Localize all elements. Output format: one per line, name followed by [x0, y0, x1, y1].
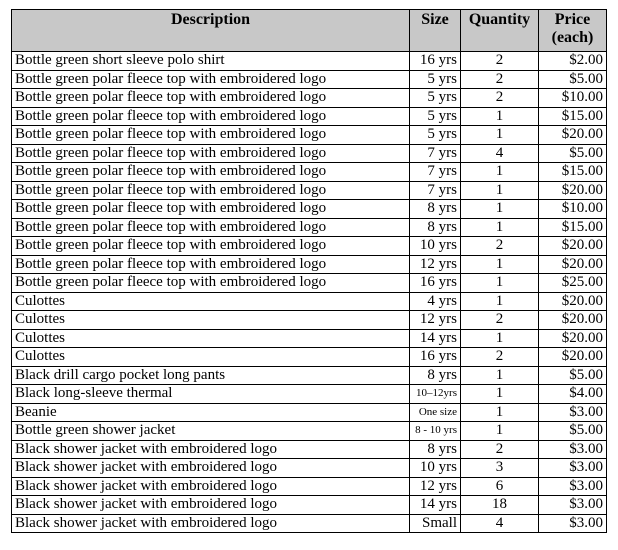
- table-body: [12, 52, 607, 533]
- cell-price: $2.00: [539, 52, 607, 71]
- cell-quantity: 2: [461, 237, 539, 256]
- table-row: [12, 144, 607, 163]
- cell-quantity: 2: [461, 89, 539, 108]
- cell-description: Bottle green polar fleece top with embroidered logo: [12, 107, 410, 126]
- table-row: [12, 459, 607, 478]
- cell-size: 8 yrs: [410, 218, 461, 237]
- cell-quantity: 1: [461, 385, 539, 404]
- cell-size: 7 yrs: [410, 163, 461, 182]
- table-row: [12, 311, 607, 330]
- cell-quantity: 1: [461, 292, 539, 311]
- cell-quantity: 1: [461, 255, 539, 274]
- table-row: [12, 440, 607, 459]
- table-row: [12, 274, 607, 293]
- cell-quantity: 2: [461, 348, 539, 367]
- cell-quantity: 4: [461, 144, 539, 163]
- cell-size: 16 yrs: [410, 52, 461, 71]
- cell-price: $20.00: [539, 348, 607, 367]
- cell-size: 16 yrs: [410, 274, 461, 293]
- cell-description: Bottle green polar fleece top with embroidered logo: [12, 255, 410, 274]
- cell-size: 14 yrs: [410, 496, 461, 515]
- cell-price: $4.00: [539, 385, 607, 404]
- cell-description: Black long-sleeve thermal: [12, 385, 410, 404]
- cell-description: Culottes: [12, 292, 410, 311]
- cell-price: $3.00: [539, 496, 607, 515]
- cell-size: Small: [410, 514, 461, 533]
- cell-quantity: 2: [461, 70, 539, 89]
- cell-size: 12 yrs: [410, 311, 461, 330]
- cell-price: $5.00: [539, 422, 607, 441]
- cell-quantity: 1: [461, 107, 539, 126]
- cell-quantity: 2: [461, 440, 539, 459]
- cell-price: $20.00: [539, 329, 607, 348]
- cell-quantity: 1: [461, 163, 539, 182]
- header-quantity: Quantity: [461, 10, 539, 52]
- table-row: [12, 126, 607, 145]
- cell-description: Culottes: [12, 329, 410, 348]
- cell-description: Bottle green polar fleece top with embroidered logo: [12, 274, 410, 293]
- cell-price: $20.00: [539, 126, 607, 145]
- cell-price: $3.00: [539, 440, 607, 459]
- price-list-table: [11, 9, 607, 533]
- cell-price: $20.00: [539, 255, 607, 274]
- cell-size: 10–12yrs: [410, 385, 461, 404]
- cell-description: Black shower jacket with embroidered logo: [12, 496, 410, 515]
- table-row: [12, 348, 607, 367]
- cell-size: 8 yrs: [410, 366, 461, 385]
- cell-quantity: 1: [461, 366, 539, 385]
- table-row: [12, 163, 607, 182]
- cell-size: 10 yrs: [410, 237, 461, 256]
- cell-description: Culottes: [12, 348, 410, 367]
- table-row: [12, 496, 607, 515]
- table-row: [12, 89, 607, 108]
- cell-price: $20.00: [539, 181, 607, 200]
- cell-size: One size: [410, 403, 461, 422]
- cell-description: Black drill cargo pocket long pants: [12, 366, 410, 385]
- cell-size: 12 yrs: [410, 255, 461, 274]
- table-header: [12, 10, 607, 52]
- cell-quantity: 1: [461, 218, 539, 237]
- cell-price: $3.00: [539, 477, 607, 496]
- table-row: [12, 181, 607, 200]
- cell-description: Bottle green polar fleece top with embroidered logo: [12, 200, 410, 219]
- cell-price: $20.00: [539, 237, 607, 256]
- cell-quantity: 1: [461, 181, 539, 200]
- cell-quantity: 4: [461, 514, 539, 533]
- cell-price: $15.00: [539, 218, 607, 237]
- cell-price: $3.00: [539, 459, 607, 478]
- table-row: [12, 255, 607, 274]
- cell-description: Black shower jacket with embroidered logo: [12, 477, 410, 496]
- table-row: [12, 422, 607, 441]
- cell-size: 5 yrs: [410, 126, 461, 145]
- cell-price: $3.00: [539, 403, 607, 422]
- cell-price: $5.00: [539, 366, 607, 385]
- cell-description: Bottle green shower jacket: [12, 422, 410, 441]
- cell-price: $10.00: [539, 200, 607, 219]
- cell-description: Bottle green polar fleece top with embroidered logo: [12, 89, 410, 108]
- cell-price: $3.00: [539, 514, 607, 533]
- cell-size: 5 yrs: [410, 89, 461, 108]
- table-row: [12, 329, 607, 348]
- cell-quantity: 1: [461, 200, 539, 219]
- cell-size: 8 yrs: [410, 440, 461, 459]
- cell-price: $15.00: [539, 107, 607, 126]
- cell-quantity: 2: [461, 311, 539, 330]
- cell-description: Bottle green polar fleece top with embroidered logo: [12, 218, 410, 237]
- header-description: Description: [12, 10, 410, 52]
- cell-quantity: 2: [461, 52, 539, 71]
- cell-size: 12 yrs: [410, 477, 461, 496]
- cell-description: Culottes: [12, 311, 410, 330]
- table-row: [12, 200, 607, 219]
- cell-description: Bottle green polar fleece top with embroidered logo: [12, 237, 410, 256]
- cell-description: Black shower jacket with embroidered logo: [12, 514, 410, 533]
- cell-price: $10.00: [539, 89, 607, 108]
- cell-size: 8 yrs: [410, 200, 461, 219]
- table-row: [12, 514, 607, 533]
- cell-size: 5 yrs: [410, 107, 461, 126]
- cell-size: 7 yrs: [410, 181, 461, 200]
- cell-price: $20.00: [539, 311, 607, 330]
- cell-quantity: 3: [461, 459, 539, 478]
- table-row: [12, 385, 607, 404]
- table-row: [12, 70, 607, 89]
- table-row: [12, 107, 607, 126]
- cell-size: 8 - 10 yrs: [410, 422, 461, 441]
- cell-price: $15.00: [539, 163, 607, 182]
- table-row: [12, 237, 607, 256]
- cell-description: Bottle green polar fleece top with embroidered logo: [12, 181, 410, 200]
- cell-quantity: 1: [461, 126, 539, 145]
- table-row: [12, 292, 607, 311]
- cell-price: $5.00: [539, 70, 607, 89]
- cell-size: 14 yrs: [410, 329, 461, 348]
- cell-quantity: 18: [461, 496, 539, 515]
- cell-size: 10 yrs: [410, 459, 461, 478]
- header-price: Price (each): [539, 10, 607, 52]
- table-row: [12, 477, 607, 496]
- cell-price: $25.00: [539, 274, 607, 293]
- cell-description: Bottle green polar fleece top with embroidered logo: [12, 70, 410, 89]
- cell-description: Beanie: [12, 403, 410, 422]
- cell-size: 7 yrs: [410, 144, 461, 163]
- cell-quantity: 1: [461, 422, 539, 441]
- cell-description: Bottle green polar fleece top with embroidered logo: [12, 144, 410, 163]
- cell-description: Bottle green polar fleece top with embroidered logo: [12, 163, 410, 182]
- cell-description: Bottle green polar fleece top with embroidered logo: [12, 126, 410, 145]
- cell-quantity: 6: [461, 477, 539, 496]
- table-row: [12, 52, 607, 71]
- table-row: [12, 403, 607, 422]
- header-row: [12, 10, 607, 52]
- cell-quantity: 1: [461, 329, 539, 348]
- cell-quantity: 1: [461, 274, 539, 293]
- cell-price: $20.00: [539, 292, 607, 311]
- table-row: [12, 218, 607, 237]
- cell-quantity: 1: [461, 403, 539, 422]
- header-size: Size: [410, 10, 461, 52]
- cell-size: 5 yrs: [410, 70, 461, 89]
- cell-description: Bottle green short sleeve polo shirt: [12, 52, 410, 71]
- cell-size: 16 yrs: [410, 348, 461, 367]
- cell-description: Black shower jacket with embroidered logo: [12, 459, 410, 478]
- table-row: [12, 366, 607, 385]
- cell-description: Black shower jacket with embroidered logo: [12, 440, 410, 459]
- cell-size: 4 yrs: [410, 292, 461, 311]
- cell-price: $5.00: [539, 144, 607, 163]
